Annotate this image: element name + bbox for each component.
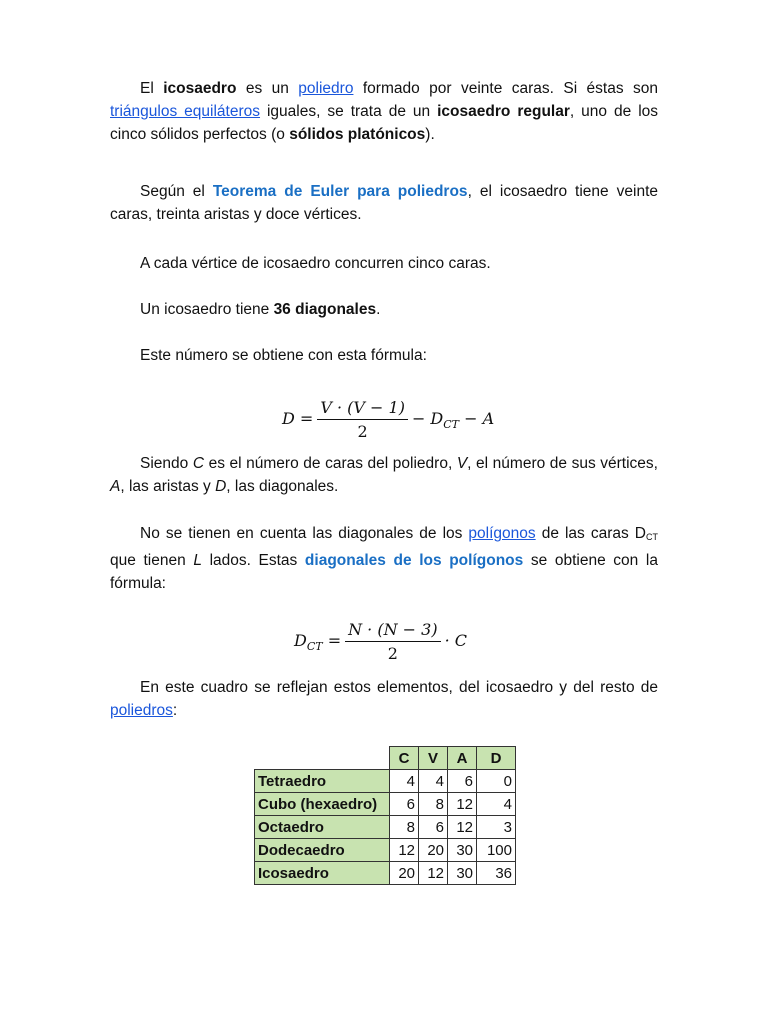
text: Este número se obtiene con esta fórmula:	[140, 347, 427, 364]
paragraph-table-intro	[110, 676, 658, 722]
cell-d: 100	[477, 839, 516, 862]
text: ).	[425, 126, 435, 143]
text: Siendo	[140, 455, 193, 472]
var-c: C	[192, 455, 205, 472]
bold-term-solidos-platonicos: sólidos platónicos	[289, 126, 426, 143]
cell-d: 0	[477, 770, 516, 793]
cell-c: 20	[390, 862, 419, 885]
formula-lhs: D =	[282, 409, 314, 428]
row-label: Cubo (hexaedro)	[255, 793, 390, 816]
text: , el número de sus vértices,	[467, 455, 658, 472]
text: En este cuadro se reflejan estos elementos, del icosaedro y del resto de	[140, 679, 658, 696]
formula2-numerator: N · (N − 3)	[345, 620, 441, 642]
text: A cada vértice de icosaedro concurren cinco caras.	[140, 255, 491, 272]
cell-a: 12	[448, 793, 477, 816]
row-label: Octaedro	[255, 816, 390, 839]
cell-a: 12	[448, 816, 477, 839]
cell-a: 6	[448, 770, 477, 793]
cell-a: 30	[448, 862, 477, 885]
cell-c: 8	[390, 816, 419, 839]
formula2-denominator: 2	[387, 644, 398, 663]
table-row	[255, 770, 516, 793]
header-c: C	[390, 747, 419, 770]
paragraph-intro	[110, 77, 658, 146]
cell-d: 4	[477, 793, 516, 816]
subscript-ct: CT	[645, 532, 658, 542]
row-label: Icosaedro	[255, 862, 390, 885]
paragraph-euler	[110, 180, 658, 226]
row-label: Tetraedro	[255, 770, 390, 793]
text: , las aristas y	[120, 478, 216, 495]
cell-v: 6	[419, 816, 448, 839]
cell-d: 36	[477, 862, 516, 885]
formula-numerator: V · (V − 1)	[317, 398, 408, 420]
bold-term-icosaedro-regular: icosaedro regular	[437, 103, 570, 120]
var-v: V	[456, 455, 468, 472]
bold-term-icosaedro: icosaedro	[163, 80, 237, 97]
cell-v: 8	[419, 793, 448, 816]
formula-fraction	[317, 398, 408, 441]
formula-tail: − A	[459, 409, 495, 428]
highlight-teorema-euler: Teorema de Euler para poliedros	[212, 183, 468, 200]
bold-36-diagonales: 36 diagonales	[273, 301, 377, 318]
cell-c: 4	[390, 770, 419, 793]
table-row	[255, 862, 516, 885]
text: formado por veinte caras. Si éstas son	[353, 80, 658, 97]
header-d: D	[477, 747, 516, 770]
cell-d: 3	[477, 816, 516, 839]
text: , el icosaedro tiene veinte caras, treinta aristas y doce vértices.	[110, 183, 659, 223]
highlight-diagonales-poligonos: diagonales de los polígonos	[304, 552, 524, 569]
header-v: V	[419, 747, 448, 770]
formula2-lhs: D	[294, 631, 307, 650]
formula-diagonals	[282, 398, 494, 441]
text: es el número de caras del poliedro,	[204, 455, 457, 472]
link-triangulos-equilateros[interactable]: triángulos equiláteros	[110, 103, 261, 120]
text: de las caras D	[535, 525, 646, 542]
var-a: A	[110, 478, 121, 495]
formula-denominator: 2	[357, 422, 368, 441]
cell-a: 30	[448, 839, 477, 862]
paragraph-formula-intro	[110, 344, 658, 367]
table-row	[255, 839, 516, 862]
paragraph-polygons	[110, 522, 658, 595]
paragraph-diagonales	[110, 298, 658, 321]
text: :	[172, 702, 178, 719]
table-row	[255, 793, 516, 816]
text: lados. Estas	[201, 552, 305, 569]
polyhedra-table	[254, 746, 516, 885]
row-label: Dodecaedro	[255, 839, 390, 862]
cell-v: 12	[419, 862, 448, 885]
text: iguales, se trata de un	[260, 103, 438, 120]
formula2-tail: · C	[444, 631, 468, 650]
text: .	[376, 301, 381, 318]
text: que tienen	[110, 552, 194, 569]
text: El	[140, 80, 164, 97]
formula2-subscript: CT	[306, 640, 323, 654]
text: , las diagonales.	[226, 478, 339, 495]
text: No se tienen en cuenta las diagonales de los	[140, 525, 469, 542]
formula2-equals: =	[327, 631, 342, 650]
link-poliedro[interactable]: poliedro	[298, 80, 354, 97]
formula-subscript: CT	[443, 418, 460, 432]
text: Un icosaedro tiene	[140, 301, 274, 318]
table-row	[255, 816, 516, 839]
table-corner	[255, 747, 390, 770]
cell-v: 4	[419, 770, 448, 793]
link-poliedros[interactable]: poliedros	[110, 702, 173, 719]
cell-v: 20	[419, 839, 448, 862]
formula2-fraction	[345, 620, 441, 663]
paragraph-vertices	[110, 252, 658, 275]
cell-c: 6	[390, 793, 419, 816]
formula-dct: − D	[411, 409, 444, 428]
text: , uno de los cinco sólidos perfectos (o	[110, 103, 659, 143]
paragraph-definitions	[110, 452, 658, 498]
link-poligonos[interactable]: polígonos	[468, 525, 536, 542]
formula-polygon-diagonals	[294, 620, 467, 663]
cell-c: 12	[390, 839, 419, 862]
header-a: A	[448, 747, 477, 770]
text: Según el	[140, 183, 213, 200]
table-header-row	[255, 747, 516, 770]
var-l: L	[193, 552, 202, 569]
text: se obtiene con la fórmula:	[110, 552, 658, 592]
var-d: D	[215, 478, 227, 495]
text: es un	[236, 80, 299, 97]
